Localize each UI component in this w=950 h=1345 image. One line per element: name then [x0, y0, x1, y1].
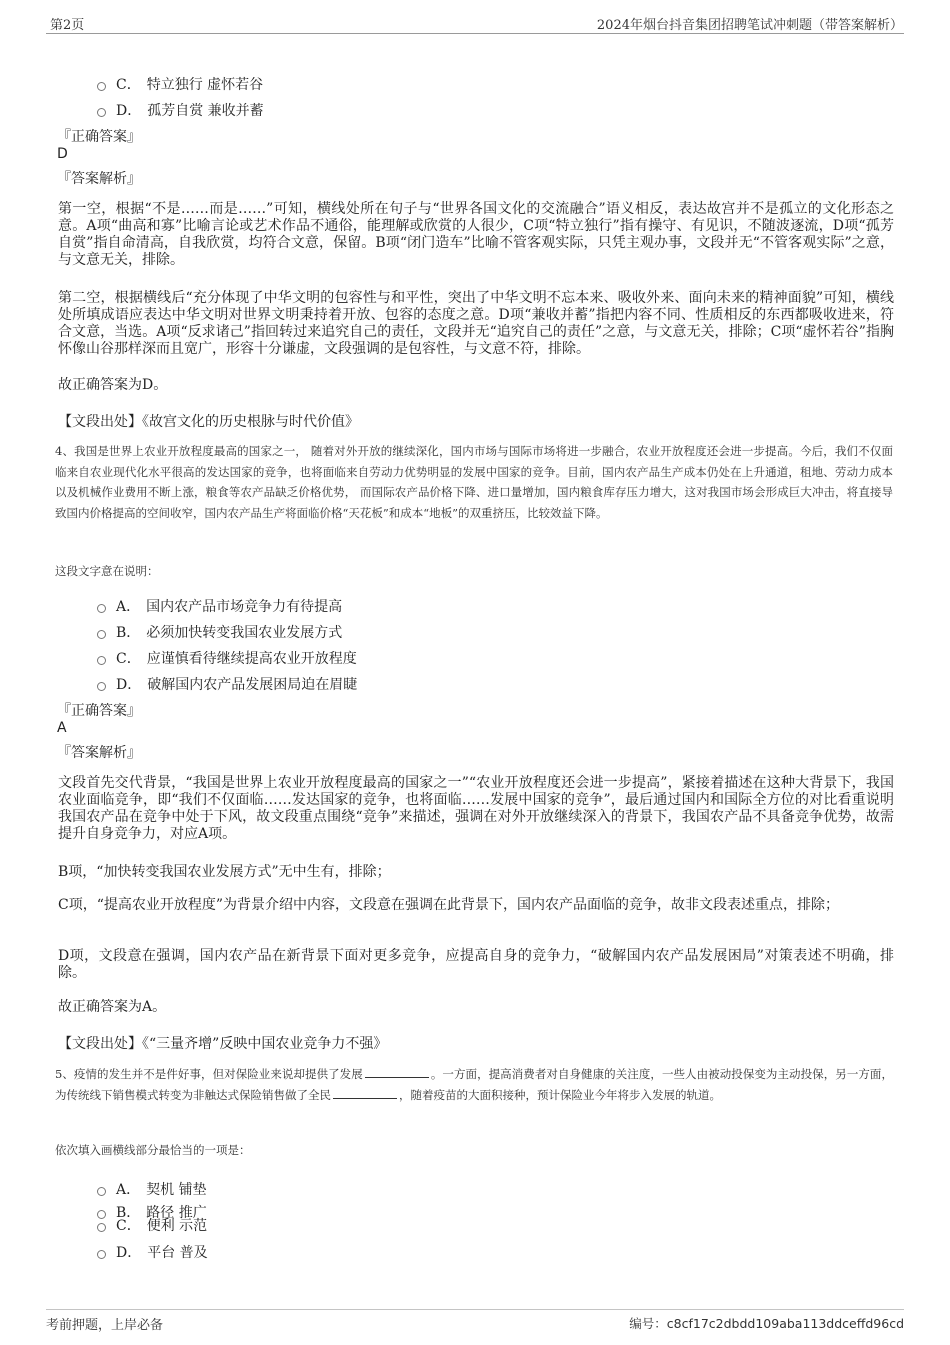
footer-slogan: 考前押题，上岸必备 — [46, 1318, 164, 1333]
q4-answer: A — [57, 720, 67, 736]
footer-divider — [46, 1309, 904, 1310]
radio-icon[interactable] — [97, 682, 106, 691]
fill-blank-1 — [365, 1066, 429, 1078]
radio-icon[interactable] — [97, 1223, 106, 1232]
q3-answer-label: 『正确答案』 — [57, 129, 141, 145]
q5-question: 依次填入画横线部分最恰当的一项是： — [55, 1143, 251, 1157]
document-title: 2024年烟台抖音集团招聘笔试冲刺题（带答案解析） — [596, 18, 903, 33]
q4-question: 这段文字意在说明： — [55, 564, 159, 578]
q3-analysis-p2: 第二空，根据横线后“充分体现了中华文明的包容性与和平性，突出了中华文明不忘本来、吸收外来、面向未来的精神面貌”可知，横线处所填成语应表达中华文明对世界文明秉持着开放、包容的态度之意。D项“兼收并蓄”指把内容不同、性质相反的东西都吸收进来，符合文意，当选。A项“反求诸己”指回转过来追究自己的责任，文段并无“追究自己的责任”之意，与文意无关，排除；C项“虚怀若谷”指胸怀像山谷那样深而且宽广，形容十分谦虚，文段强调的是包容性，与文意不符，排除。 — [58, 290, 894, 357]
q4-answer-label: 『正确答案』 — [57, 703, 141, 719]
q3-source: 【文段出处】《故宫文化的历史根脉与时代价值》 — [58, 414, 359, 430]
q4-source: 【文段出处】《“三量齐增”反映中国农业竞争力不强》 — [58, 1036, 388, 1052]
q4-stem: 4、我国是世界上农业开放程度最高的国家之一， 随着对外开放的继续深化，国内市场与国际市场将进一步融合，农业开放程度还会进一步提高。今后，我们不仅面临来自农业现代化水平很高的发达国家的竞争，也将面临来自劳动力优势明显的发展中国家的竞争。目前，国内农产品生产成本仍处在上升通道，租地、劳动力成本以及机械作业费用不断上涨，粮食等农产品缺乏价格优势， 而国际农产品价格下降、进口量增加，国内粮食库存压力增大，这对我国市场会形成巨大冲击，将直接导致国内价格提高的空间收窄，国内农产品生产将面临价格“天花板”和成本“地板”的双重挤压，比较效益下降。 — [55, 444, 893, 520]
header-divider — [46, 33, 904, 34]
q3-option-c[interactable]: C． 特立独行 虚怀若谷 — [97, 74, 263, 94]
q3-analysis-conclusion: 故正确答案为D。 — [58, 377, 168, 393]
q4-analysis-p4: D项，文段意在强调，国内农产品在新背景下面对更多竞争，应提高自身的竞争力，“破解国内农产品发展困局”对策表述不明确，排除。 — [58, 948, 894, 981]
radio-icon[interactable] — [97, 604, 106, 613]
q4-analysis-p1: 文段首先交代背景，“我国是世界上农业开放程度最高的国家之一”“农业开放程度还会进一步提高”，紧接着描述在这种大背景下，我国农业面临竞争，即“我们不仅面临……发达国家的竞争，也将面临……发展中国家的竞争”，最后通过国内和国际全方位的对比看重说明我国农产品在竞争中处于下风，故文段重点围绕“竞争”来描述，强调在对外开放继续深入的背景下，我国农产品不具备竞争优势，故需提升自身竞争力，对应A项。 — [58, 775, 894, 842]
q4-option-a[interactable]: A． 国内农产品市场竞争力有待提高 — [97, 596, 342, 616]
radio-icon[interactable] — [97, 1187, 106, 1196]
page-number: 第2页 — [50, 18, 85, 33]
radio-icon[interactable] — [97, 630, 106, 639]
radio-icon[interactable] — [97, 82, 106, 91]
q4-analysis-conclusion: 故正确答案为A。 — [58, 999, 167, 1015]
q4-analysis-p2: B项，“加快转变我国农业发展方式”无中生有，排除； — [58, 864, 391, 880]
q3-answer: D — [57, 146, 68, 162]
q5-option-a[interactable]: A． 契机 铺垫 — [97, 1179, 207, 1199]
q3-analysis-p1: 第一空，根据“不是……而是……”可知，横线处所在句子与“世界各国文化的交流融合”语义相反，表达故宫并不是孤立的文化形态之意。A项“曲高和寡”比喻言论或艺术作品不通俗，能理解或欣赏的人很少，C项“特立独行”指有操守、有见识，不随波逐流，D项“孤芳自赏”指自命清高，自我欣赏，均符合文意，保留。B项“闭门造车”比喻不管客观实际，只凭主观办事，文段并无“不管客观实际”之意，与文意无关，排除。 — [58, 201, 894, 268]
q4-option-d[interactable]: D． 破解国内农产品发展困局迫在眉睫 — [97, 674, 357, 694]
radio-icon[interactable] — [97, 1250, 106, 1259]
fill-blank-2 — [333, 1087, 397, 1099]
q5-stem: 5、疫情的发生并不是件好事，但对保险业来说却提供了发展 。一方面，提高消费者对自身健康的关注度，一些人由被动投保变为主动投保，另一方面，为传统线下销售模式转变为非触达式保险销售做了全民 ，随着疫苗的大面积接种，预计保险业今年将步入发展的轨道。 — [55, 1067, 893, 1102]
q3-analysis-label: 『答案解析』 — [57, 171, 141, 187]
q4-analysis-label: 『答案解析』 — [57, 745, 141, 761]
q5-option-c[interactable]: C． 便利 示范 — [97, 1215, 207, 1235]
q5-option-d[interactable]: D． 平台 普及 — [97, 1242, 208, 1262]
q3-option-d[interactable]: D． 孤芳自赏 兼收并蓄 — [97, 100, 264, 120]
q4-analysis-p3: C项，“提高农业开放程度”为背景介绍中内容，文段意在强调在此背景下，国内农产品面临的竞争，故非文段表述重点，排除； — [58, 897, 840, 913]
radio-icon[interactable] — [97, 656, 106, 665]
q4-option-b[interactable]: B． 必须加快转变我国农业发展方式 — [97, 622, 342, 642]
radio-icon[interactable] — [97, 108, 106, 117]
q4-option-c[interactable]: C． 应谨慎看待继续提高农业开放程度 — [97, 648, 357, 668]
footer-code: 编号：c8cf17c2dbdd109aba113ddceffd96cd — [629, 1316, 904, 1331]
q5-option-b[interactable]: B． 路径 推广 — [97, 1202, 207, 1222]
